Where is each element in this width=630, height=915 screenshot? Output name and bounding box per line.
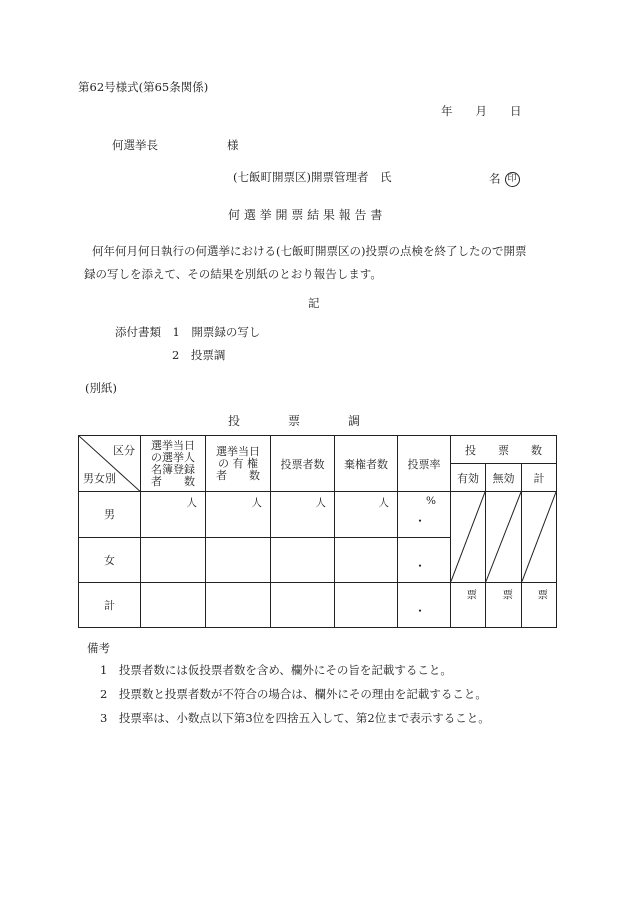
col1-line: 名簿登録 [151, 462, 195, 476]
cell-male-voters [271, 492, 335, 537]
col1-line: 者 数 [151, 474, 195, 488]
seal-stamp: 印 [505, 172, 520, 187]
cell-total-turnout [398, 582, 451, 627]
note-item: 1 投票者数には仮投票者数を含め、欄外にその旨を記載すること。 [100, 663, 452, 677]
cell-female-registered [141, 537, 206, 582]
col1-line: の選挙人 [151, 450, 195, 464]
col-voters: 投票者数 [271, 436, 335, 492]
attachment-item-2: 2 投票調 [172, 348, 226, 362]
col2-line: 選挙当日 [216, 444, 260, 458]
cell-invalid-slashed [486, 492, 522, 582]
slash-line [486, 492, 521, 581]
col-vote-count-group: 投 票 数 [451, 436, 557, 464]
cell-total-registered [141, 582, 206, 627]
row-label-total: 計 [79, 582, 141, 627]
decimal-dot: ・ [413, 513, 426, 528]
cell-female-abstainers [335, 537, 398, 582]
col-valid: 有効 [451, 464, 486, 492]
corner-top-label: 区分 [113, 444, 135, 457]
cell-total-total [522, 582, 557, 627]
cell-male-registered [141, 492, 206, 537]
note-item: 2 投票数と投票者数が不符合の場合は、欄外にその理由を記載すること。 [100, 687, 487, 701]
cell-total-voters [271, 582, 335, 627]
unit-vote: 票 [537, 588, 548, 601]
sender-label: (七飯町開票区)開票管理者 氏 [233, 170, 392, 184]
cell-female-turnout [398, 537, 451, 582]
col2-line: の 有 権 [218, 456, 258, 470]
unit-percent: % [426, 495, 436, 508]
cell-male-eligible [206, 492, 271, 537]
unit-person: 人 [378, 497, 389, 510]
sender-name-label: 名 [489, 171, 501, 186]
col1-line: 選挙当日 [151, 438, 195, 452]
table-title: 投 票 調 [228, 414, 361, 428]
body-line-1: 何年何月何日執行の何選挙における(七飯町開票区の)投票の点検を終了したので開票 [92, 244, 527, 258]
col2-line: 者 数 [216, 468, 260, 482]
cell-female-voters [271, 537, 335, 582]
vote-table [78, 435, 557, 628]
col-turnout: 投票率 [398, 436, 451, 492]
unit-vote: 票 [502, 588, 513, 601]
document-title: 何 選 挙 開 票 結 果 報 告 書 [228, 208, 383, 222]
cell-total-eligible [206, 582, 271, 627]
note-item: 3 投票率は、小数点以下第3位を四捨五入して、第2位まで表示すること。 [100, 711, 490, 725]
unit-person: 人 [251, 497, 262, 510]
cell-female-eligible [206, 537, 271, 582]
notes-title: 備考 [87, 641, 110, 655]
corner-cell [79, 436, 141, 492]
col-eligible-voters [206, 436, 271, 492]
slash-line [522, 492, 556, 581]
cell-male-abstainers [335, 492, 398, 537]
unit-person: 人 [315, 497, 326, 510]
slash-line [451, 492, 485, 581]
corner-bottom-label: 男女別 [83, 472, 116, 486]
attachment-label: 添付書類 1 開票録の写し [115, 325, 261, 339]
annex-label: (別紙) [85, 381, 117, 395]
row-label-female: 女 [79, 537, 141, 582]
col-abstainers: 棄権者数 [335, 436, 398, 492]
unit-vote: 票 [466, 588, 477, 601]
cell-valid-slashed [451, 492, 486, 582]
date-line: 年 月 日 [441, 104, 522, 118]
row-label-male: 男 [79, 492, 141, 537]
cell-total-abstainers [335, 582, 398, 627]
cell-total-valid [451, 582, 486, 627]
cell-male-turnout [398, 492, 451, 537]
sender-name-area [489, 172, 520, 187]
unit-person: 人 [186, 497, 197, 510]
cell-total-slashed [522, 492, 557, 582]
decimal-dot: ・ [413, 558, 426, 573]
cell-total-invalid [486, 582, 522, 627]
col-registered-voters [141, 436, 206, 492]
decimal-dot: ・ [413, 604, 426, 618]
ki-marker: 記 [308, 296, 320, 310]
col-total: 計 [522, 464, 557, 492]
form-number: 第62号様式(第65条関係) [78, 80, 209, 94]
addressee: 何選挙長 様 [112, 138, 239, 152]
col-invalid: 無効 [486, 464, 522, 492]
body-line-2: 録の写しを添えて、その結果を別紙のとおり報告します。 [84, 267, 382, 281]
